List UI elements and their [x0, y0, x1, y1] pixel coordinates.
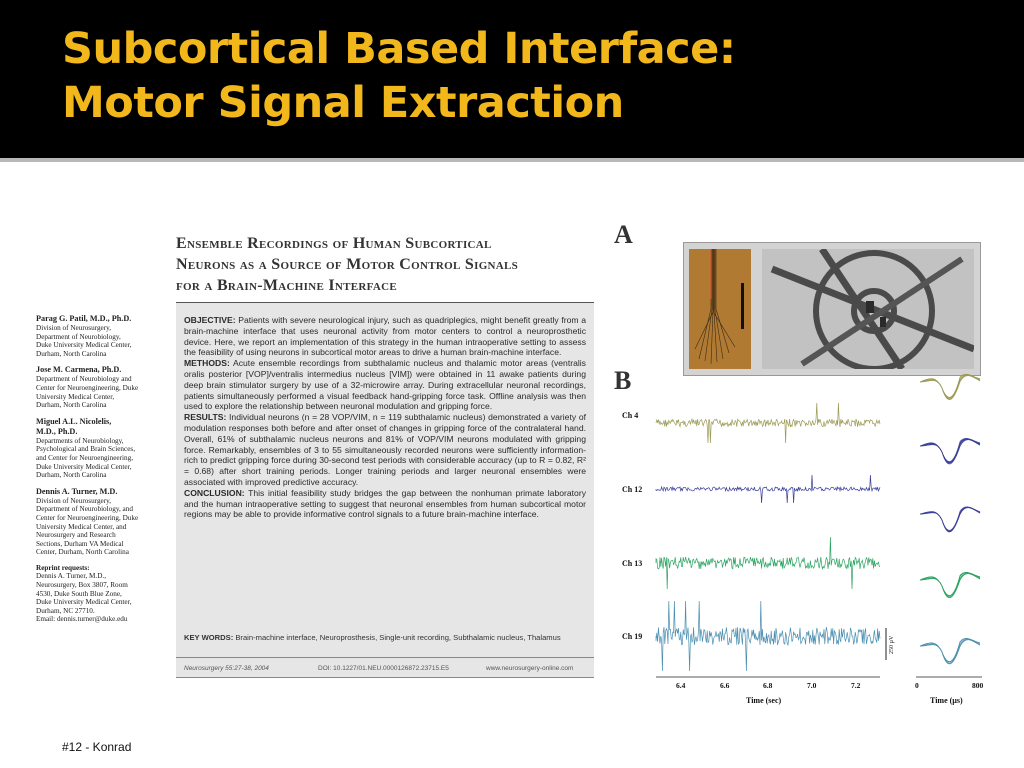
spike-waveform — [920, 507, 980, 531]
spike-waveform — [920, 639, 980, 663]
trace-group — [656, 403, 880, 671]
channel-label: Ch 4 — [622, 411, 639, 420]
spike-waveform — [920, 507, 980, 531]
spike-waveform — [920, 439, 980, 463]
author-name: Jose M. Carmena, Ph.D. — [36, 365, 122, 375]
author-affiliation: Department of Neurobiology and Center for Neuroengineering, Duke University Medical Center, Durham, North Carolina — [36, 375, 139, 410]
citation-url: www.neurosurgery-online.com — [486, 665, 574, 672]
objective-label: OBJECTIVE: — [184, 315, 236, 325]
spike-waveform — [920, 508, 980, 532]
spike-waveform — [920, 507, 980, 531]
keywords-text: Brain-machine interface, Neuroprosthesis, Single-unit recording, Subthalamic nucleus, Thalamus — [235, 633, 561, 642]
channel-label: Ch 19 — [622, 632, 643, 641]
spike-waveform — [920, 573, 980, 596]
time-tick: 7.2 — [851, 681, 861, 690]
spike-waveform — [920, 374, 980, 397]
spike-waveform — [920, 374, 980, 397]
methods-text: Acute ensemble recordings from subthalamic nucleus and thalamic motor areas (ventralis oralis posterior [VOP]/ventralis intermedius nucleus [VIM]) were obtained in 11 awake patients during deep brain stimulator surgery by use of a 32-microwire array. During extracellular neuronal recordings, patients simultaneously performed a visual feedback hand-gripping force task. Offline analysis was then used to explore the relationship between neuronal modulation and gripping force. — [184, 358, 586, 412]
article-title-line2: Neurons as a Source of Motor Control Signals — [176, 256, 519, 273]
slide-footer: #12 - Konrad — [62, 740, 132, 754]
author-affiliation: Division of Neurosurgery, Department of Neurobiology, Duke University Medical Center, Durham, North Carolina — [36, 324, 132, 358]
author-affiliation: Division of Neurosurgery, Department of Neurobiology, and Center for Neuroengineering, Duke University Medical Center, and Neurosurgery and Research Sections, Durham VA Medical Center, Durham, North Carolina — [36, 496, 139, 557]
author-name: Parag G. Patil, M.D., Ph.D. — [36, 314, 132, 323]
spike-waveform — [920, 572, 980, 595]
time-tick: 7.0 — [807, 681, 817, 690]
spike-waveform — [920, 638, 980, 661]
spike-waveform — [920, 439, 980, 463]
channel-trace — [656, 537, 880, 589]
author-name: Dennis A. Turner, M.D. — [36, 486, 118, 496]
spike-waveform — [920, 507, 980, 531]
scale-bar-label: 250 µV — [889, 635, 895, 654]
spike-waveform — [920, 374, 980, 397]
time-tick: 6.8 — [763, 681, 773, 690]
waveform-tick: 800 — [972, 681, 984, 690]
article-title-line3: for a Brain-Machine Interface — [176, 277, 397, 294]
channel-trace — [656, 403, 880, 443]
spike-waveform — [920, 573, 980, 596]
waveform-tick: 0 — [915, 681, 919, 690]
reprint-text: Dennis A. Turner, M.D., Neurosurgery, Box 3807, Room 4530, Duke South Blue Zone, Duke University Medical Center, Durham, NC 27710. Email: dennis.turner@duke.edu — [36, 572, 132, 624]
spike-waveform — [920, 572, 980, 595]
spike-waveform — [920, 507, 980, 530]
time-axis-label: Time (sec) — [746, 696, 782, 705]
keywords-label: KEY WORDS: — [184, 633, 234, 642]
results-text: Individual neurons (n = 28 VOP/VIM, n = 119 subthalamic nucleus) demonstrated a variety of modulation responses both before and after onset of changes in gripping force of the contralateral hand. Overall, 61% of subthalamic nucleus neurons and 81% of VOP/VIM neurons modulated with gripping force. Remarkably, ensembles of 3 to 55 simultaneously recorded neurons were sufficiently information-rich to predict gripping force during 30-second test periods with considerable accuracy (up to R = 0.82, R² = 0.68) after short training periods. Longer training periods and larger neuronal ensembles were associated with improved predictive accuracy. — [184, 412, 586, 487]
slide-title-line2: Motor Signal Extraction — [62, 78, 624, 128]
time-tick: 6.4 — [676, 681, 686, 690]
author-affiliation: Departments of Neurobiology, Psychological and Brain Sciences, and Center for Neuroengineering, Duke University Medical Center, Durham, North Carolina — [36, 436, 136, 480]
spike-waveform — [920, 638, 980, 661]
spike-waveform — [920, 572, 980, 595]
spike-waveform — [920, 508, 980, 532]
reprint-label: Reprint requests: — [36, 563, 90, 572]
citation-journal: Neurosurgery 55:27-38, 2004 — [184, 665, 269, 672]
panel-b-label: B — [614, 366, 632, 395]
channel-label: Ch 12 — [622, 485, 643, 494]
spike-waveform — [920, 507, 980, 531]
objective-text: Patients with severe neurological injury, such as quadriplegics, might benefit greatly from a brain-machine interface that uses neuronal activity from motor centers to control a neuroprosthetic device. Here, we report an implementation of this strategy in the human intraoperative setting to assess the feasibility of using neurons in subcortical motor areas to drive a human brain-machine interface. — [184, 315, 586, 358]
citation-doi: DOI: 10.1227/01.NEU.0000126872.23715.E5 — [318, 665, 449, 672]
author-name: Miguel A.L. Nicolelis, M.D., Ph.D. — [36, 416, 112, 436]
conclusion-text: This initial feasibility study bridges the gap between the nonhuman primate laboratory and the human intraoperative setting to suggest that neuronal ensembles from human subcortical motor regions may be able to provide informative control signals to a future brain-machine interface. — [184, 487, 586, 520]
time-tick: 6.6 — [720, 681, 730, 690]
panel-a-label: A — [614, 220, 633, 249]
spike-waveform — [920, 639, 980, 662]
article-title-line1: Ensemble Recordings of Human Subcortical — [176, 235, 492, 252]
channel-trace — [656, 601, 880, 671]
waveform-group — [920, 374, 980, 664]
spike-waveform — [920, 439, 980, 462]
spike-waveform — [920, 438, 980, 461]
spike-waveform — [920, 638, 980, 661]
spike-waveform — [920, 507, 980, 531]
slide-title-line1: Subcortical Based Interface: — [62, 24, 736, 74]
channel-label: Ch 13 — [622, 559, 643, 568]
spike-waveform — [920, 375, 980, 398]
waveform-axis-label: Time (µs) — [930, 696, 963, 705]
channel-trace — [656, 475, 880, 503]
spike-waveform — [920, 638, 980, 661]
spike-waveform — [920, 439, 980, 462]
conclusion-label: CONCLUSION: — [184, 487, 245, 498]
results-label: RESULTS: — [184, 412, 227, 423]
methods-label: METHODS: — [184, 358, 230, 369]
spike-waveform — [920, 507, 980, 531]
